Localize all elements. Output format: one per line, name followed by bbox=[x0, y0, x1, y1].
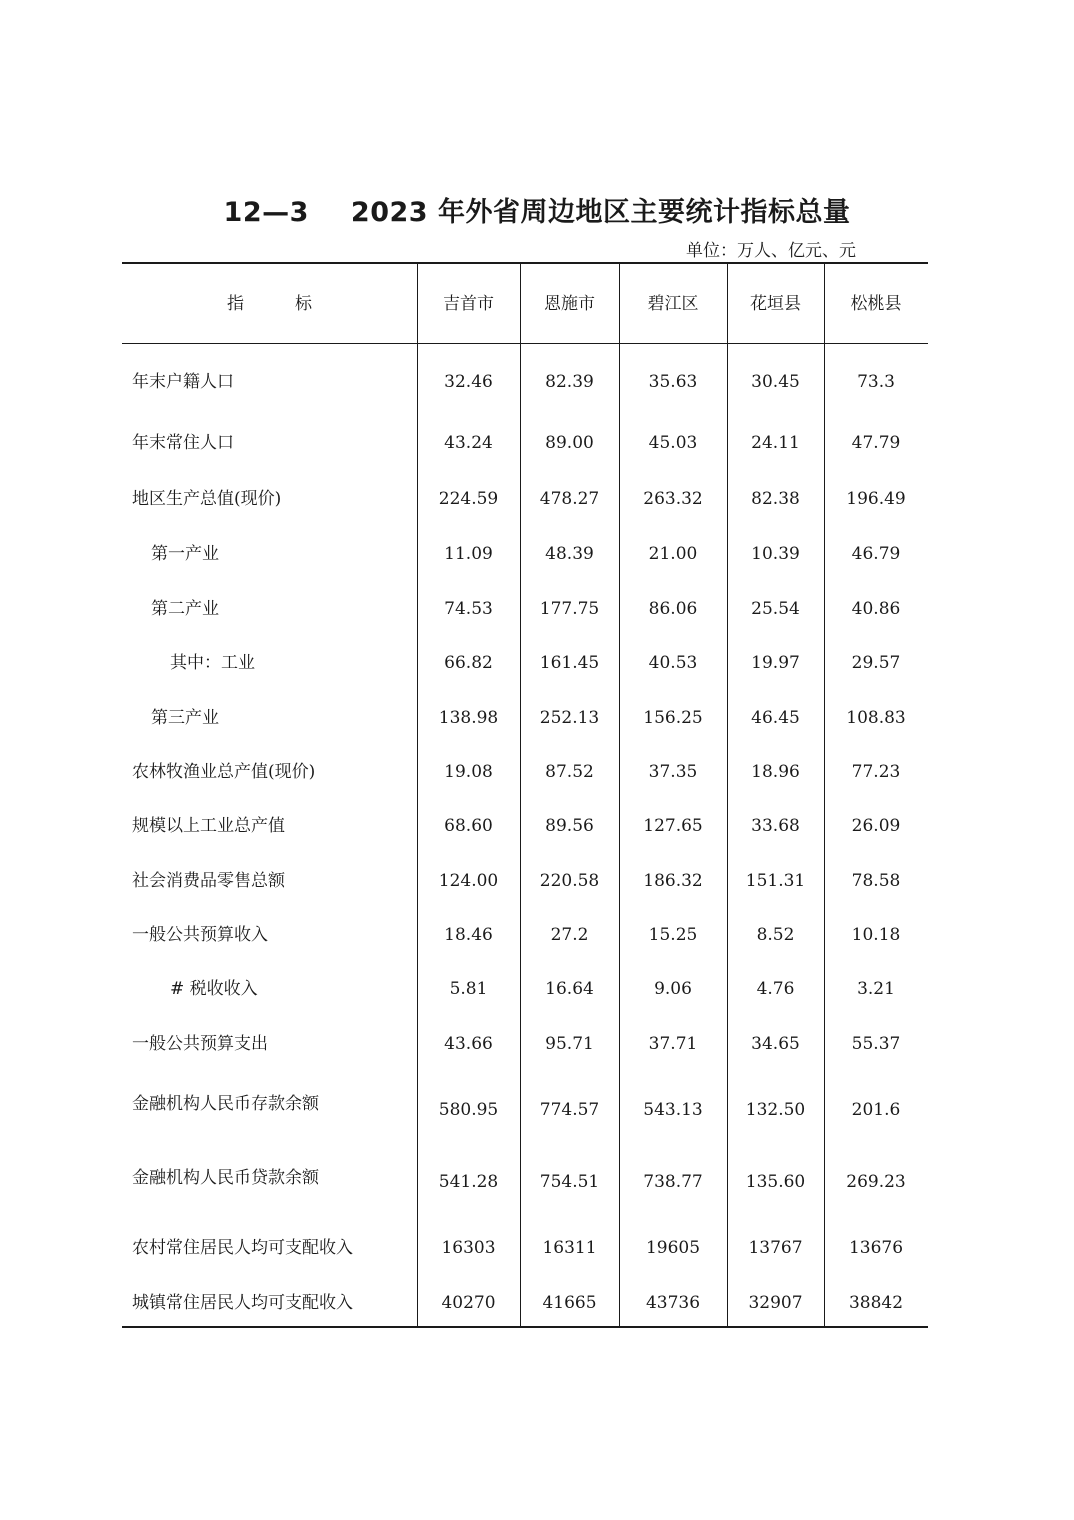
row-label: 地区生产总值(现价) bbox=[132, 489, 282, 509]
row-label: 城镇常住居民人均可支配收入 bbox=[132, 1293, 353, 1313]
table-cell: 16311 bbox=[542, 1238, 597, 1258]
table-cell: 87.52 bbox=[545, 762, 594, 782]
table-cell: 43.24 bbox=[444, 433, 493, 453]
table-cell: 13676 bbox=[848, 1238, 904, 1258]
table-cell: 24.11 bbox=[751, 433, 800, 453]
table-cell: 78.58 bbox=[851, 871, 901, 891]
table-cell: 34.65 bbox=[751, 1034, 800, 1054]
table-cell: 18.46 bbox=[444, 925, 493, 945]
row-label: 金融机构人民币贷款余额 bbox=[132, 1168, 319, 1188]
table-cell: 82.38 bbox=[751, 489, 800, 509]
table-cell: 27.2 bbox=[550, 925, 589, 945]
header-divider bbox=[122, 343, 928, 344]
table-cell: 13767 bbox=[748, 1238, 803, 1258]
table-cell: 201.6 bbox=[851, 1100, 901, 1120]
table-cell: 543.13 bbox=[643, 1100, 703, 1120]
table-cell: 37.35 bbox=[648, 762, 698, 782]
table-cell: 38842 bbox=[848, 1293, 904, 1313]
table-cell: 37.71 bbox=[648, 1034, 698, 1054]
row-label: 农林牧渔业总产值(现价) bbox=[132, 762, 316, 782]
table-cell: 5.81 bbox=[449, 979, 488, 999]
header-indicator: 指 标 bbox=[227, 294, 312, 314]
row-label: 一般公共预算支出 bbox=[132, 1034, 268, 1054]
table-cell: 33.68 bbox=[751, 816, 800, 836]
table-cell: 29.57 bbox=[851, 653, 901, 673]
table-cell: 177.75 bbox=[539, 599, 600, 619]
table-cell: 46.45 bbox=[751, 708, 800, 728]
table-cell: 541.28 bbox=[438, 1172, 499, 1192]
table-cell: 124.00 bbox=[438, 871, 499, 891]
table-cell: 11.09 bbox=[444, 544, 493, 564]
table-cell: 10.18 bbox=[851, 925, 901, 945]
statistics-table bbox=[122, 262, 928, 1328]
table-cell: 127.65 bbox=[643, 816, 703, 836]
row-label: 规模以上工业总产值 bbox=[132, 816, 285, 836]
table-cell: 774.57 bbox=[539, 1100, 600, 1120]
row-label: 第三产业 bbox=[151, 708, 219, 728]
table-cell: 4.76 bbox=[756, 979, 795, 999]
row-label: 其中：工业 bbox=[170, 653, 255, 673]
table-cell: 32.46 bbox=[444, 372, 493, 392]
column-divider bbox=[417, 264, 418, 1328]
table-cell: 32907 bbox=[748, 1293, 803, 1313]
table-cell: 132.50 bbox=[745, 1100, 806, 1120]
table-cell: 16.64 bbox=[545, 979, 594, 999]
header-column: 恩施市 bbox=[544, 294, 595, 314]
table-cell: 10.39 bbox=[751, 544, 800, 564]
table-cell: 738.77 bbox=[643, 1172, 703, 1192]
row-label: 社会消费品零售总额 bbox=[132, 871, 285, 891]
table-cell: 77.23 bbox=[851, 762, 901, 782]
table-cell: 151.31 bbox=[745, 871, 806, 891]
column-divider bbox=[520, 264, 521, 1328]
table-cell: 73.3 bbox=[857, 372, 895, 392]
table-cell: 269.23 bbox=[846, 1172, 906, 1192]
row-label: 年末户籍人口 bbox=[132, 372, 234, 392]
table-cell: 15.25 bbox=[648, 925, 698, 945]
table-cell: 19.08 bbox=[444, 762, 493, 782]
row-label: 第一产业 bbox=[151, 544, 219, 564]
table-cell: 19605 bbox=[645, 1238, 701, 1258]
table-cell: 19.97 bbox=[751, 653, 800, 673]
row-label: 农村常住居民人均可支配收入 bbox=[132, 1238, 353, 1258]
table-cell: 89.00 bbox=[545, 433, 594, 453]
table-cell: 45.03 bbox=[648, 433, 698, 453]
page-title bbox=[0, 190, 1074, 229]
table-cell: 186.32 bbox=[643, 871, 703, 891]
header-column: 吉首市 bbox=[443, 294, 494, 314]
column-divider bbox=[727, 264, 728, 1328]
table-cell: 108.83 bbox=[846, 708, 906, 728]
column-divider bbox=[824, 264, 825, 1328]
table-cell: 21.00 bbox=[648, 544, 698, 564]
table-cell: 9.06 bbox=[654, 979, 692, 999]
table-cell: 95.71 bbox=[545, 1034, 594, 1054]
table-cell: 41665 bbox=[542, 1293, 597, 1313]
table-cell: 156.25 bbox=[643, 708, 703, 728]
table-cell: 48.39 bbox=[545, 544, 594, 564]
table-cell: 16303 bbox=[441, 1238, 496, 1258]
row-label: 金融机构人民币存款余额 bbox=[132, 1094, 319, 1114]
table-cell: 40.53 bbox=[648, 653, 698, 673]
table-cell: 220.58 bbox=[539, 871, 600, 891]
header-column: 松桃县 bbox=[850, 294, 902, 314]
table-cell: 68.60 bbox=[444, 816, 493, 836]
table-cell: 66.82 bbox=[444, 653, 493, 673]
table-cell: 43.66 bbox=[444, 1034, 493, 1054]
table-cell: 580.95 bbox=[438, 1100, 499, 1120]
table-cell: 43736 bbox=[645, 1293, 701, 1313]
table-cell: 263.32 bbox=[643, 489, 703, 509]
table-number: 12—3 bbox=[223, 197, 309, 228]
table-cell: 196.49 bbox=[846, 489, 906, 509]
header-column: 花垣县 bbox=[750, 294, 801, 314]
row-label: 一般公共预算收入 bbox=[132, 925, 268, 945]
table-cell: 86.06 bbox=[648, 599, 698, 619]
table-cell: 754.51 bbox=[539, 1172, 600, 1192]
row-label: 第二产业 bbox=[151, 599, 219, 619]
table-cell: 161.45 bbox=[539, 653, 600, 673]
table-cell: 18.96 bbox=[751, 762, 800, 782]
table-cell: 252.13 bbox=[539, 708, 600, 728]
table-cell: 8.52 bbox=[756, 925, 795, 945]
header-column: 碧江区 bbox=[647, 294, 699, 314]
table-cell: 26.09 bbox=[851, 816, 901, 836]
table-cell: 40.86 bbox=[851, 599, 901, 619]
table-cell: 30.45 bbox=[751, 372, 800, 392]
table-cell: 138.98 bbox=[438, 708, 499, 728]
row-label: 年末常住人口 bbox=[132, 433, 234, 453]
table-cell: 47.79 bbox=[851, 433, 901, 453]
column-divider bbox=[619, 264, 620, 1328]
table-cell: 46.79 bbox=[851, 544, 901, 564]
unit-note: 单位：万人、亿元、元 bbox=[686, 241, 856, 261]
table-cell: 74.53 bbox=[444, 599, 493, 619]
table-cell: 55.37 bbox=[851, 1034, 901, 1054]
table-cell: 478.27 bbox=[539, 489, 600, 509]
table-cell: 135.60 bbox=[745, 1172, 806, 1192]
table-cell: 82.39 bbox=[545, 372, 594, 392]
table-title-text: 2023 年外省周边地区主要统计指标总量 bbox=[350, 197, 851, 228]
table-cell: 25.54 bbox=[751, 599, 800, 619]
table-cell: 40270 bbox=[441, 1293, 496, 1313]
row-label: # 税收收入 bbox=[170, 979, 258, 999]
table-cell: 3.21 bbox=[857, 979, 895, 999]
table-cell: 89.56 bbox=[545, 816, 594, 836]
table-cell: 35.63 bbox=[648, 372, 698, 392]
table-cell: 224.59 bbox=[438, 489, 499, 509]
